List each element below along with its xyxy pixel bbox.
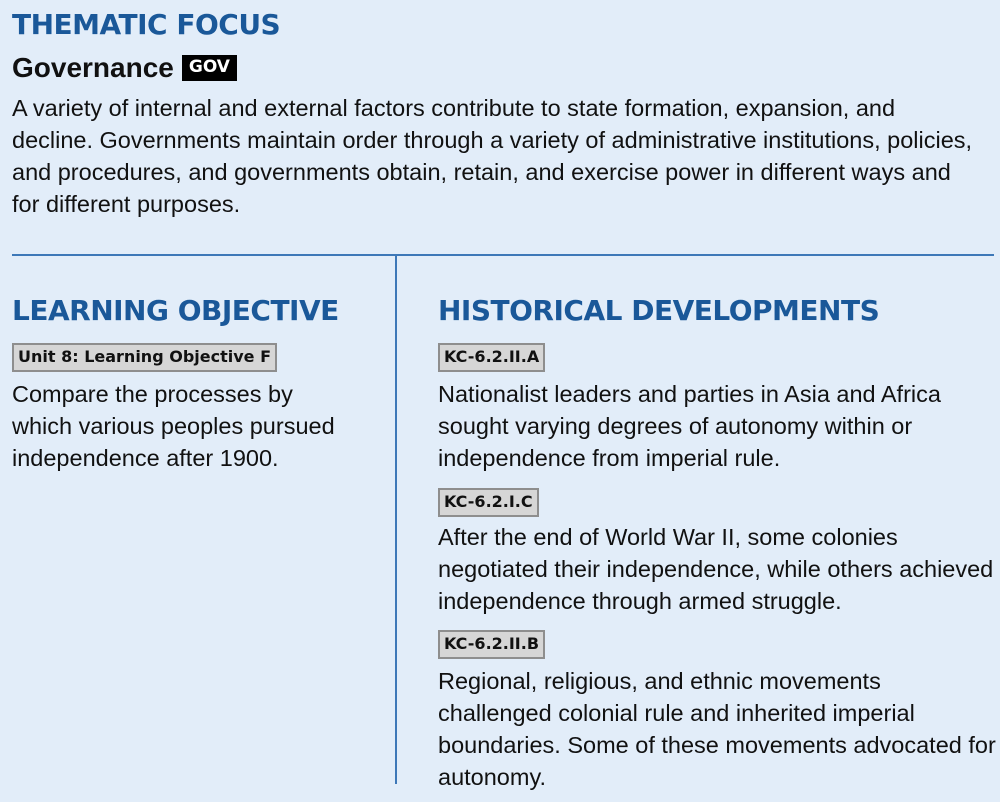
vertical-divider: [395, 256, 397, 784]
gov-badge: GOV: [182, 55, 237, 81]
key-concept-text: After the end of World War II, some colonies negotiated their independence, while others achieved independence through armed struggle.: [438, 524, 994, 614]
learning-objective-heading: LEARNING OBJECTIVE: [12, 294, 339, 327]
governance-title: [12, 52, 237, 84]
horizontal-divider: [12, 254, 994, 256]
key-concept-text: Nationalist leaders and parties in Asia and Africa sought varying degrees of autonomy within or independence from imperial rule.: [438, 381, 941, 471]
key-concept-tag: KC-6.2.II.B: [438, 630, 545, 659]
learning-objective-tag: Unit 8: Learning Objective F: [12, 343, 277, 372]
key-concept-tag: KC-6.2.II.A: [438, 343, 545, 372]
historical-developments-heading: HISTORICAL DEVELOPMENTS: [438, 294, 880, 327]
learning-objective-text: Compare the processes by which various peoples pursued independence after 1900.: [12, 381, 335, 471]
key-concept-text: Regional, religious, and ethnic movements challenged colonial rule and inherited imperial boundaries. Some of these movements advocated for autonomy.: [438, 668, 996, 790]
thematic-focus-heading: THEMATIC FOCUS: [12, 8, 281, 41]
key-concept-tag: KC-6.2.I.C: [438, 488, 539, 517]
thematic-focus-description: A variety of internal and external factors contribute to state formation, expansion, and decline. Governments maintain order through a variety of administrative institutions, policies, and procedures, and governments obtain, retain, and exercise power in different ways and for different purposes.: [12, 95, 973, 217]
governance-title-text: Governance: [12, 52, 174, 83]
